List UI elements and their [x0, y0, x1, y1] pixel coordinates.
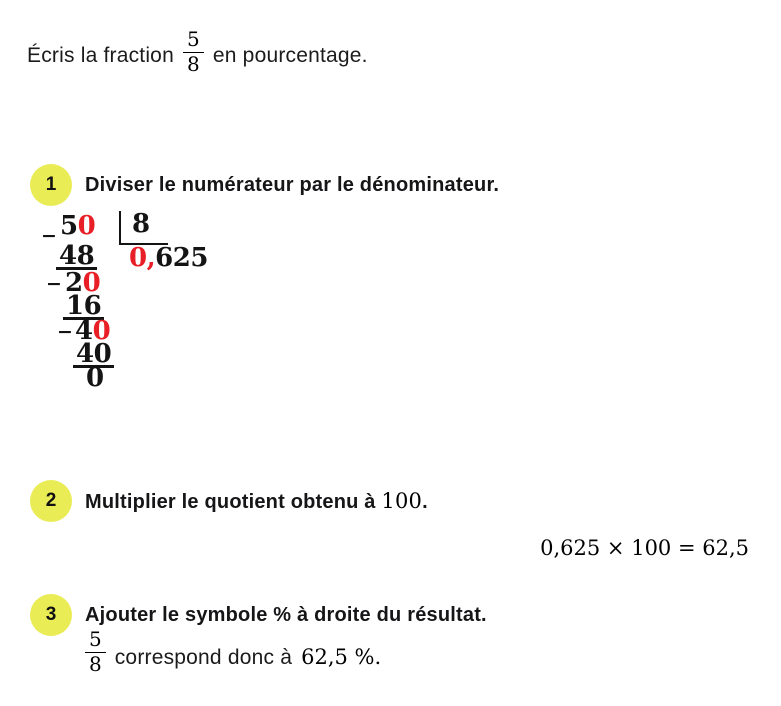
step-2-heading-period: .	[422, 490, 428, 513]
appended-zero-3: 0	[92, 316, 111, 346]
minus-sign-1: −	[41, 225, 57, 247]
conclusion-text: correspond donc à	[114, 646, 293, 669]
step-2-heading	[85, 489, 428, 514]
step-2-heading-number: 100	[381, 488, 423, 513]
minus-sign-2: −	[46, 273, 62, 295]
quotient-red-part: 0,	[129, 243, 156, 273]
remainder-digit-2: 2	[65, 268, 83, 298]
division-row-48: 48	[56, 245, 97, 270]
fraction-five-eighths	[183, 29, 204, 75]
multiplication-equation: 0,625 × 100 = 62,5	[540, 536, 749, 560]
quotient	[129, 243, 208, 273]
conclusion-fraction	[85, 629, 106, 675]
division-row-16: 16	[63, 295, 104, 320]
step-3-heading: Ajouter le symbole % à droite du résultat.	[85, 603, 487, 626]
step-2-number: 2	[45, 490, 57, 511]
step-1-number: 1	[45, 174, 57, 195]
problem-statement	[27, 29, 368, 75]
appended-zero-1: 0	[77, 211, 96, 241]
division-bracket	[119, 211, 168, 245]
quotient-black-part: 625	[155, 243, 208, 273]
problem-text-after: en pourcentage.	[212, 44, 368, 67]
step-3-badge	[30, 594, 72, 636]
division-final-remainder: 0	[86, 363, 104, 393]
divisor: 8	[132, 209, 151, 239]
step-2-badge	[30, 480, 72, 522]
fraction-numerator: 5	[183, 29, 204, 53]
step-1	[30, 164, 499, 206]
remainder-digit-4: 4	[75, 316, 93, 346]
division-row-dividend	[60, 211, 96, 241]
problem-text-before: Écris la fraction	[27, 44, 174, 67]
appended-zero-2: 0	[82, 268, 101, 298]
conclusion-line	[85, 629, 381, 675]
conclusion-fraction-denominator: 8	[89, 652, 102, 676]
step-2	[30, 480, 428, 522]
minus-sign-3: −	[57, 321, 73, 343]
step-1-heading: Diviser le numérateur par le dénominateur.	[85, 173, 500, 196]
long-division-work	[40, 209, 280, 400]
step-1-badge	[30, 164, 72, 206]
fraction-denominator: 8	[186, 52, 200, 76]
conclusion-fraction-numerator: 5	[85, 629, 106, 653]
conclusion-result: 62,5 %.	[301, 645, 382, 669]
step-2-heading-text: Multiplier le quotient obtenu à	[85, 490, 376, 513]
step-3-number: 3	[45, 604, 57, 625]
division-row-40-bottom: 40	[73, 343, 114, 368]
dividend-digit: 5	[60, 211, 78, 241]
